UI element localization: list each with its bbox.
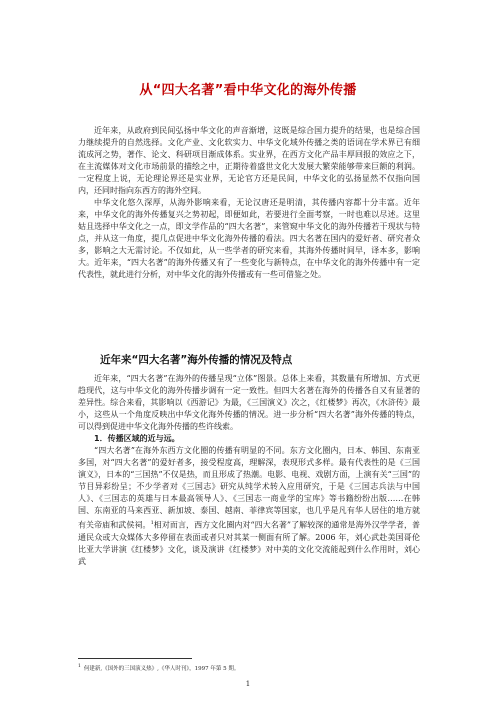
page-number: 1 — [245, 680, 251, 688]
section-intro-paragraph: 近年来，“四大名著”在海外的传播呈现“立体”图景。总体上来看，其数量有所增加、方式更趋现代，这与中华文化的海外传播步调有一定一致性。但四大名著在海外的传播各自又有显著的差异性。综合来看，其影响以《西游记》为最，《三国演义》次之，《红楼梦》再次，《水浒传》最小，这些从一个角度反映出中华文化海外传播的情况。进一步分析“四大名著”海外传播的特点，可以得到促进中华文化海外传播的些许线索。 — [78, 374, 420, 431]
footnote — [78, 663, 420, 673]
footnote-divider — [78, 658, 192, 659]
intro-section — [78, 125, 420, 281]
section-heading: 近年来“四大名著”海外传播的情况及特点 — [100, 354, 293, 366]
intro-paragraph-1: 近年来，从政府到民间弘扬中华文化的声音渐增，这既是综合国力提升的结果，也是综合国力继续提升的自然选择。文化产业、文化软实力、中华文化域外传播之类的语词在学术界已有细流成河之势，著作、论文、科研项目渐成体系。实业界，在西方文化产品丰厚回报的效应之下，在主流媒体对文化市场前景的描绘之中，正期待着盛世文化大发展大繁荣能够带来巨额的利润。一定程度上说，无论理论界还是实业界，无论官方还是民间，中华文化的弘扬显然不仅指向国内，还同时指向东西方的海外空间。 — [78, 126, 420, 195]
footnote-reference[interactable]: 1 — [150, 520, 154, 526]
footnote-number: 1 — [78, 664, 81, 669]
body-paragraph-regions — [78, 445, 420, 568]
footnote-text: 何建新,《国外的三国演义热》,《华人时刊》，1997 年第 5 期。 — [83, 665, 240, 672]
section-body — [78, 373, 420, 568]
subheading-distance: 1．传播区域的近与远。 — [94, 434, 180, 443]
document-title: 从“四大名著”看中华文化的海外传播 — [139, 83, 357, 98]
intro-paragraph-2: 中华文化悠久深厚，从海外影响来看，无论汉唐还是明清，其传播内容都十分丰富。近年来，中华文化的海外传播复兴之势初起，即便如此，若要进行全面考察，一时也难以尽述。这里姑且选择中华文化之一点，即文学作品的“四大名著”，来管窥中华文化的海外传播若干现状与特点，并从这一角度，提几点促进中华文化海外传播的看法。四大名著在国内的爱好者、研究者众多，影响之大无需讨论。不仅如此，从一些学者的研究来看，其海外传播时间早，译本多，影响大。近年来，“四大名著”的海外传播又有了一些变化与新特点，在中华文化的海外传播中有一定代表性，就此进行分析，对中华文化的海外传播或有一些可借鉴之处。 — [78, 198, 420, 279]
body-text-part-1: “四大名著”在海外东西方文化圈的传播有明显的不同。东方文化圈内，日本、韩国、东南亚多国，对“四大名著”的爱好者多，接受程度高，理解深，表现形式多样。最有代表性的是《三国演义》，日本的“三国热”不仅是热，而且形成了热潮。电影、电视、戏剧方面，上演有关“三国”的节目异彩纷呈；不少学者对《三国志》研究从纯学术转入应用研究，于是《三国志兵法与中国人》、《三国志的英雄与日本最高领导人》、《三国志一商业学的宝库》等书籍纷纷出版……在韩国、东南亚的马来西亚、新加坡、泰国、越南、菲律宾等国家，也几乎是凡有华人居住的地方就有关帝庙和武侯祠。 — [78, 446, 420, 530]
body-text-part-2: 相对而言，西方文化圈内对“四大名著”了解较深的通常是海外汉学学者，普通民众或大众媒体大多停留在表面或者只对其某一侧面有所了解。2006 年，刘心武赴美国哥伦比亚大学讲演《红楼梦》文化，谈及演讲《红楼梦》对中美的文化交流能起到什么作用时，刘心武 — [78, 520, 421, 566]
